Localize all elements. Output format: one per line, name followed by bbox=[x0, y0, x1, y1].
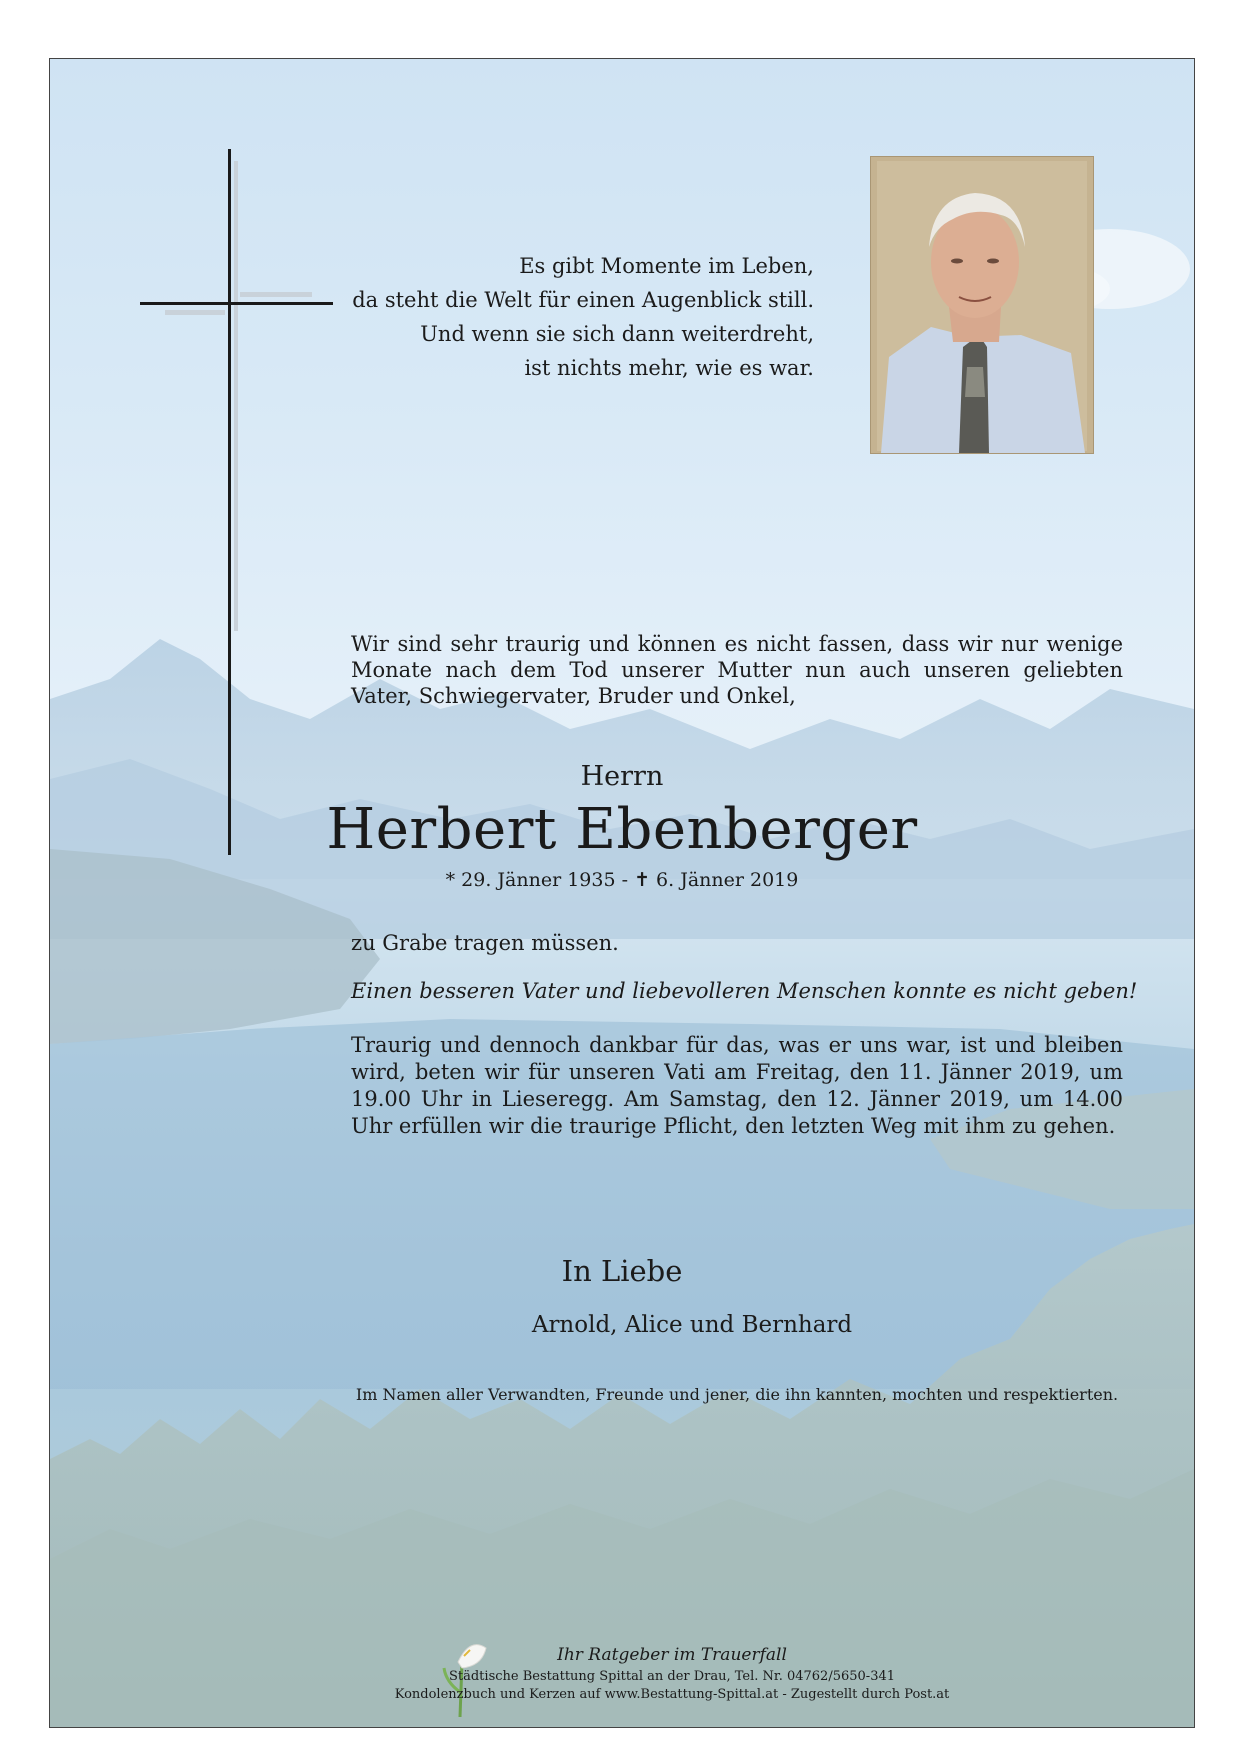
deceased-name: Herbert Ebenberger bbox=[326, 797, 918, 862]
in-love-text: In Liebe bbox=[561, 1254, 683, 1288]
portrait-photo bbox=[870, 156, 1094, 454]
family-names: Arnold, Alice und Bernhard bbox=[531, 1312, 853, 1338]
life-dates: * 29. Jänner 1935 - ✝ 6. Jänner 2019 bbox=[445, 869, 799, 891]
poem bbox=[294, 249, 814, 385]
tribute-quote: Einen besseren Vater und liebevolleren Menschen konnte es nicht geben! bbox=[351, 979, 1138, 1003]
service-details: Traurig und dennoch dankbar für das, was er uns war, ist und bleiben wird, beten wir für unseren Vati am Freitag, den 11. Jänner 2019, um 19.00 Uhr in Lieseregg. Am Samstag, den 12. Jänner 2019, um 14.00 Uhr erfüllen wir die traurige Pflicht, den letzten Weg mit ihm zu gehen. bbox=[351, 1033, 1123, 1138]
poem-line: Und wenn sie sich dann weiterdreht, bbox=[420, 322, 814, 346]
closing-line: Im Namen aller Verwandten, Freunde und jener, die ihn kannten, mochten und respektierten. bbox=[355, 1385, 1119, 1404]
funeral-home-footer bbox=[50, 1644, 1194, 1704]
poem-line: da steht die Welt für einen Augenblick still. bbox=[352, 288, 814, 312]
salutation: Herrn bbox=[580, 761, 664, 792]
burial-text: zu Grabe tragen müssen. bbox=[351, 931, 619, 955]
footer-line-1: Städtische Bestattung Spittal an der Drau, Tel. Nr. 04762/5650-341 bbox=[448, 1669, 896, 1684]
footer-line-2: Kondolenzbuch und Kerzen auf www.Bestattung-Spittal.at - Zugestellt durch Post.at bbox=[394, 1687, 950, 1702]
footer-slogan: Ihr Ratgeber im Trauerfall bbox=[557, 1645, 787, 1665]
in-love-heading bbox=[50, 1254, 1194, 1288]
intro-text: Wir sind sehr traurig und können es nicht fassen, dass wir nur wenige Monate nach dem Tod unserer Mutter nun auch unseren geliebten Vater, Schwiegervater, Bruder und Onkel, bbox=[351, 632, 1123, 708]
obituary-card bbox=[49, 58, 1195, 1728]
poem-line: ist nichts mehr, wie es war. bbox=[524, 356, 814, 380]
poem-line: Es gibt Momente im Leben, bbox=[519, 254, 814, 278]
